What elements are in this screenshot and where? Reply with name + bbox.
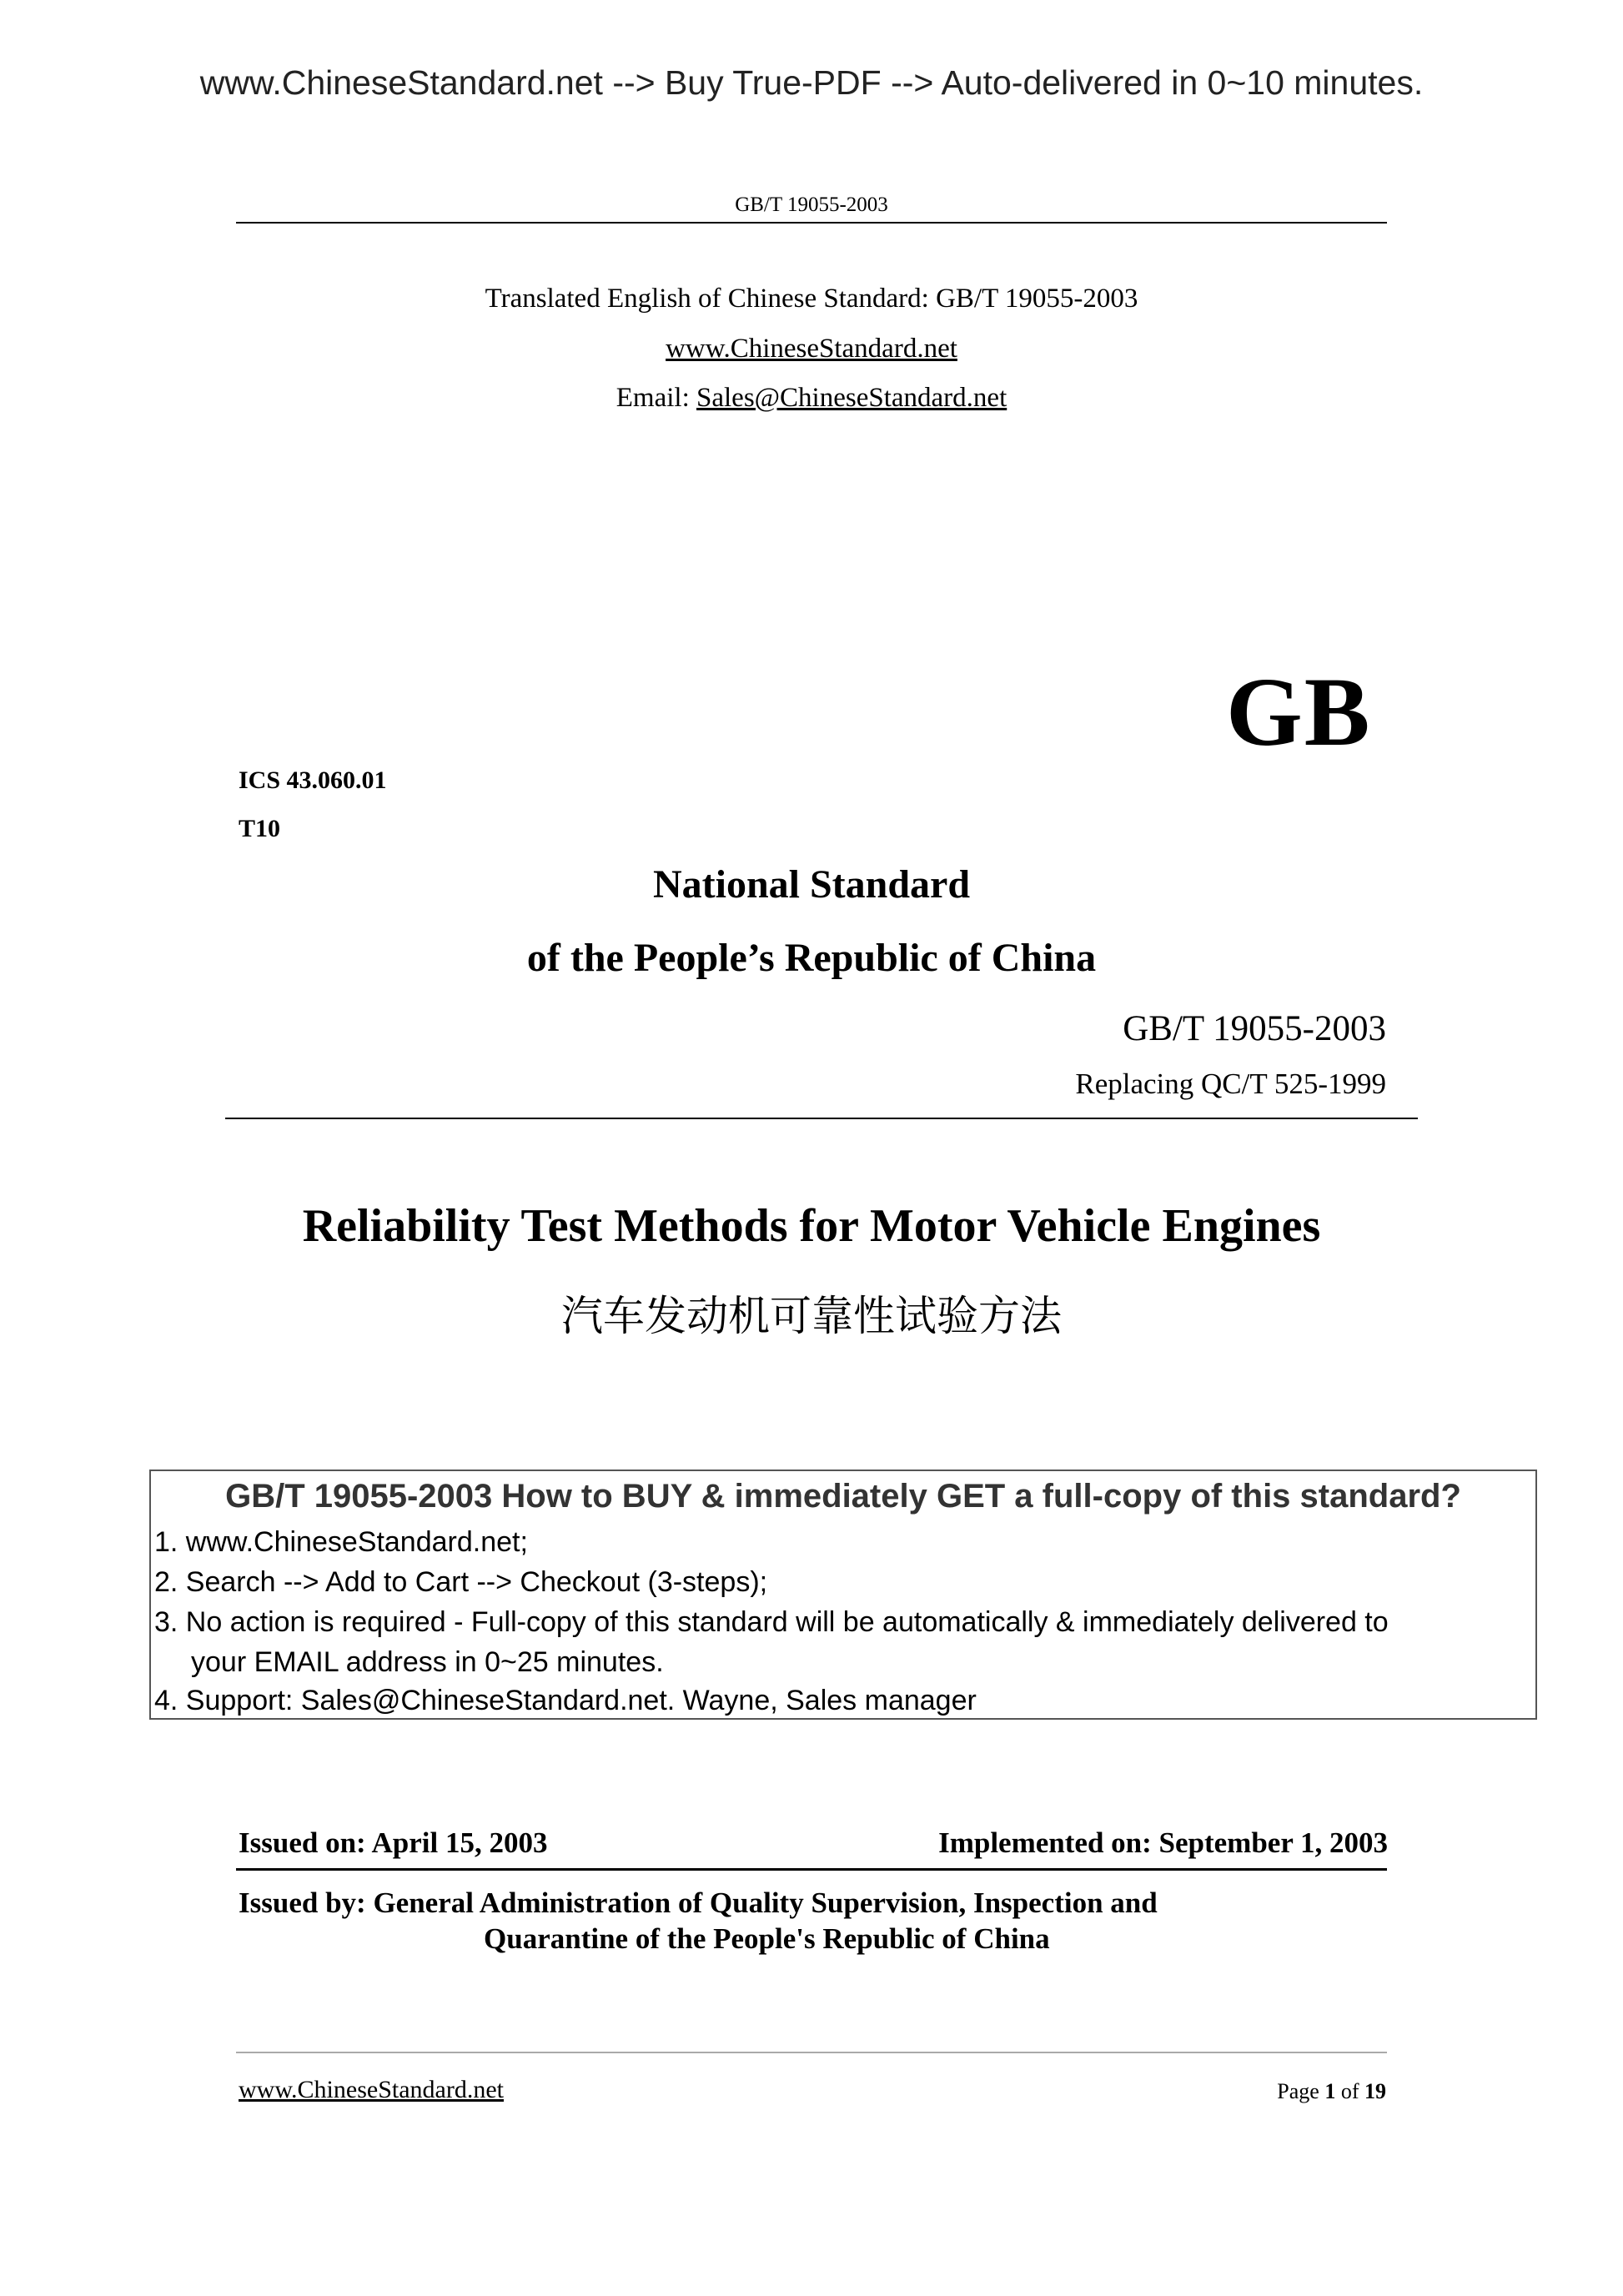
buy-box-title: GB/T 19055-2003 How to BUY & immediately GET a full-copy of this standard? [225,1478,1461,1515]
buy-step-4: 4. Support: Sales@ChineseStandard.net. Wayne, Sales manager [154,1685,977,1716]
title-english: Reliability Test Methods for Motor Vehicle Engines [302,1200,1321,1252]
email-link[interactable]: Sales@ChineseStandard.net [696,383,1007,413]
buy-box [149,1470,1537,1720]
email-line [236,383,1387,414]
footer-website-link[interactable]: www.ChineseStandard.net [239,2076,504,2103]
ics-code: ICS 43.060.01 [239,766,387,794]
ccs-code: T10 [239,815,281,842]
gb-logo: GB [1226,657,1372,766]
standard-number: GB/T 19055-2003 [1123,1009,1386,1048]
page-indicator [1277,2079,1386,2104]
page-mid: of [1335,2079,1364,2103]
page-current: 1 [1324,2079,1336,2103]
issued-date: Issued on: April 15, 2003 [239,1826,548,1859]
top-banner[interactable]: www.ChineseStandard.net --> Buy True-PDF --> Auto-delivered in 0~10 minutes. [199,63,1424,102]
issued-by-line2: Quarantine of the People's Republic of China [484,1922,1050,1955]
page-total: 19 [1364,2079,1386,2103]
translation-note: Translated English of Chinese Standard: GB/T 19055-2003 [485,284,1138,314]
standard-type-line2: of the People’s Republic of China [526,936,1097,980]
email-label: Email: [616,383,696,413]
footer-rule [236,2052,1387,2053]
buy-step-2: 2. Search --> Add to Cart --> Checkout (3-steps); [154,1566,768,1598]
buy-step-3: 3. No action is required - Full-copy of this standard will be automatically & immediately delivered to [154,1606,1389,1638]
header-rule [236,222,1387,224]
issued-by-line1: Issued by: General Administration of Quality Supervision, Inspection and [239,1887,1158,1919]
title-rule [225,1118,1418,1119]
standard-type-line1: National Standard [652,862,971,907]
website-link[interactable]: www.ChineseStandard.net [666,334,957,364]
buy-step-1[interactable]: 1. www.ChineseStandard.net; [154,1526,528,1558]
implemented-date: Implemented on: September 1, 2003 [938,1826,1388,1859]
running-header: GB/T 19055-2003 [735,193,888,216]
dates-rule [236,1868,1387,1871]
title-chinese: 汽车发动机可靠性试验方法 [561,1293,1062,1339]
page-prefix: Page [1277,2079,1325,2103]
buy-step-3-continued: your EMAIL address in 0~25 minutes. [191,1646,664,1678]
replacing-note: Replacing QC/T 525-1999 [1075,1068,1386,1100]
